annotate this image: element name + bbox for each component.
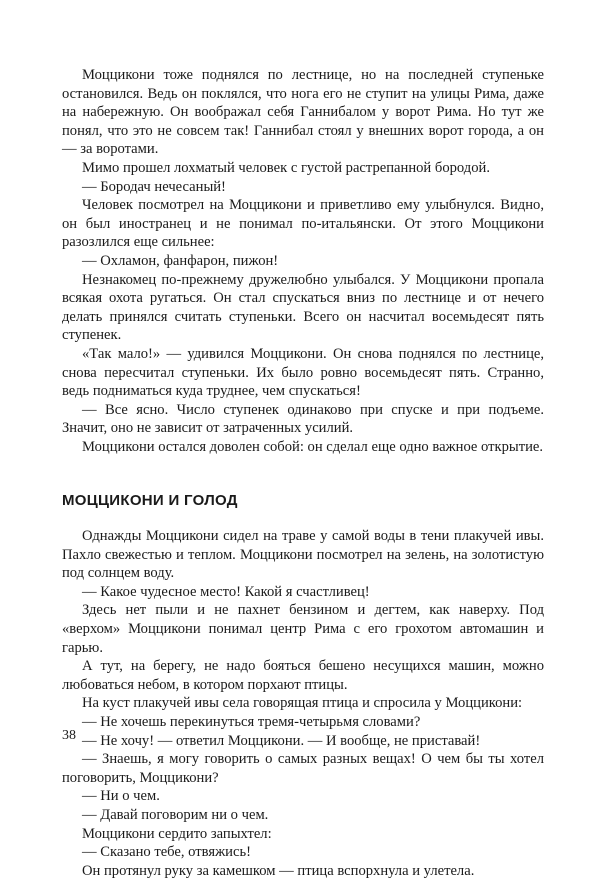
- paragraph: — Сказано тебе, отвяжись!: [82, 844, 251, 861]
- paragraph: Мимо прошел лохматый человек с густой растрепанной бородой.: [82, 159, 490, 176]
- paragraph: Моццикони остался доволен собой: он сделал еще одно важное открытие.: [82, 438, 544, 455]
- paragraph: — Ни о чем.: [82, 788, 160, 805]
- paragraph: Человек посмотрел на Моццикони и приветливо ему улыбнулся. Видно, он был иностранец и не понимал по-итальянски. От этого Моццикони разозлился еще сильнее:: [62, 197, 544, 251]
- paragraph: — Не хочешь перекинуться тремя-четырьмя словами?: [82, 714, 421, 730]
- paragraph: — Все ясно. Число ступенек одинаково при спуске и при подъеме. Значит, оно не зависит от затраченных усилий.: [62, 401, 544, 437]
- paragraph: А тут, на берегу, не надо бояться бешено несущихся машин, можно любоваться небом, в котором порхают птицы.: [62, 658, 544, 693]
- paragraph: Моццикони сердито запыхтел:: [82, 825, 272, 842]
- paragraph: — Давай поговорим ни о чем.: [82, 806, 269, 823]
- book-page: [62, 66, 544, 880]
- paragraph: Он протянул руку за камешком — птица вспорхнула и улетела.: [82, 862, 475, 879]
- paragraph: — Не хочу! — ответил Моццикони. — И вообще, не приставай!: [82, 732, 481, 749]
- paragraph: «Так мало!» — удивился Моццикони. Он снова поднялся по лестнице, снова пересчитал ступеньки. Их было ровно восемьдесят пять. Странно, ведь подниматься куда труднее, чем спускаться!: [62, 345, 544, 400]
- paragraph: Незнакомец по-прежнему дружелюбно улыбался. У Моццикони пропала всякая охота ругаться. Он стал спускаться вниз по лестнице и от нечего делать принялся считать ступеньки. Всего он насчитал восемьдесят пять ступенек.: [62, 271, 544, 344]
- page-number: 38: [62, 728, 76, 743]
- paragraph: Здесь нет пыли и не пахнет бензином и дегтем, как наверху. Под «верхом» Моццикони понимал центр Рима с его грохотом автомашин и гарью.: [62, 602, 544, 656]
- paragraph: Моццикони тоже поднялся по лестнице, но на последней ступеньке остановился. Ведь он поклялся, что нога его не ступит на улицы Рима, даже на набережную. Он воображал себя Ганнибалом у ворот Рима. Но тут же понял, что это не совсем так! Ганнибал стоял у внешних ворот города, а он — за воротами.: [62, 67, 544, 158]
- paragraph: На куст плакучей ивы села говорящая птица и спросила у Моццикони:: [82, 695, 523, 712]
- paragraph: — Бородач нечесаный!: [82, 178, 226, 195]
- paragraph: Однажды Моццикони сидел на траве у самой воды в тени плакучей ивы. Пахло свежестью и теплом. Моццикони посмотрел на зелень, на золотистую под солнцем воду.: [62, 528, 544, 582]
- section-heading: МОЦЦИКОНИ И ГОЛОД: [62, 492, 238, 510]
- paragraph: — Знаешь, я могу говорить о самых разных вещах! О чем бы ты хотел поговорить, Моццикони?: [62, 751, 544, 786]
- paragraph: — Какое чудесное место! Какой я счастливец!: [82, 583, 370, 600]
- paragraph: — Охламон, фанфарон, пижон!: [82, 252, 279, 269]
